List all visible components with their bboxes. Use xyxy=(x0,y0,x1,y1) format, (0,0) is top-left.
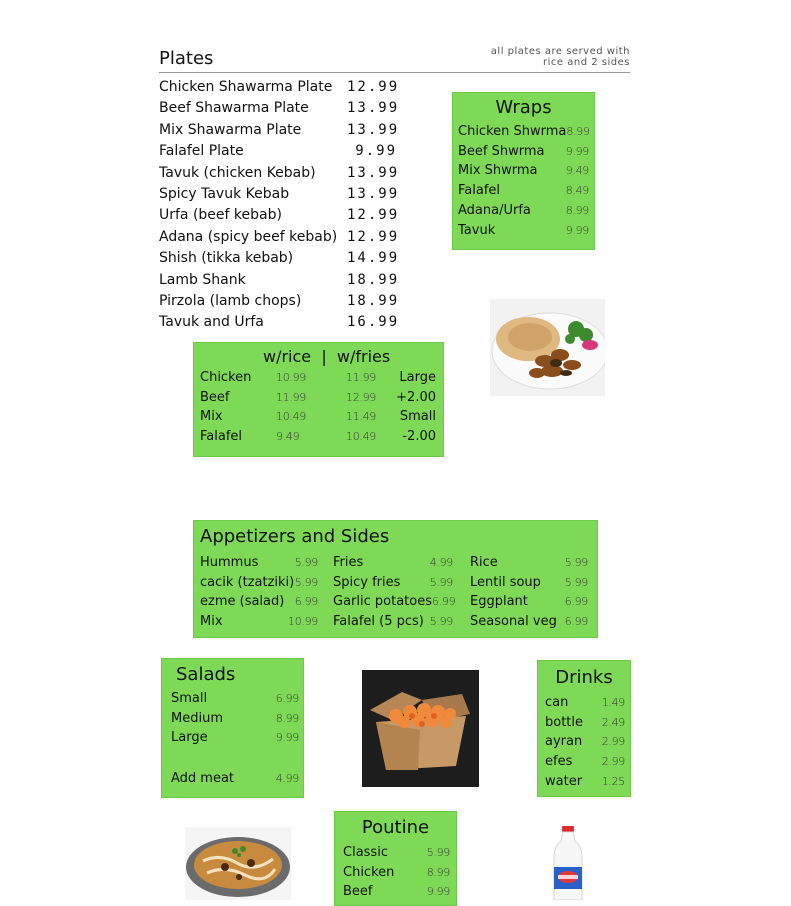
wrap-item-name: Adana/Urfa xyxy=(458,202,531,218)
plate-price: 18.99 xyxy=(347,271,400,288)
appetizers-col1 xyxy=(200,553,318,632)
drinks-list xyxy=(545,693,625,792)
wrap-item xyxy=(458,201,589,221)
poutine-item-name: Classic xyxy=(343,845,388,860)
plate-price: 14.99 xyxy=(347,250,400,267)
add-meat-price: 4.99 xyxy=(275,772,299,785)
drink-item xyxy=(545,732,625,752)
rice-fries-header: w/rice | w/fries xyxy=(263,347,391,366)
wrap-item xyxy=(458,181,589,201)
size-modifier: Large xyxy=(399,370,436,385)
poutine-panel xyxy=(334,811,457,906)
drinks-title: Drinks xyxy=(555,667,613,688)
plate-name: Falafel Plate xyxy=(159,143,244,160)
side-item-price: 6.99 xyxy=(431,595,456,609)
fries-box-photo xyxy=(362,670,479,787)
drink-item-price: 2.99 xyxy=(601,735,625,749)
appetizers-col3 xyxy=(470,553,588,632)
side-item-price: 5.99 xyxy=(429,615,453,629)
poutine-item-price: 9.99 xyxy=(426,885,450,899)
side-item-name: Rice xyxy=(470,555,498,570)
plate-name: Chicken Shawarma Plate xyxy=(159,79,333,95)
plate-price: 12.99 xyxy=(347,228,400,245)
side-item-price: 6.99 xyxy=(564,615,588,629)
drink-item-name: water xyxy=(545,773,583,789)
fries-box-image xyxy=(362,670,479,787)
side-item xyxy=(470,573,588,593)
poutine-title: Poutine xyxy=(361,817,430,838)
plate-name: Pirzola (lamb chops) xyxy=(159,293,302,310)
poutine-plate-photo xyxy=(185,827,291,900)
plate-price: 13.99 xyxy=(347,164,400,181)
salads-title: Salads xyxy=(176,664,236,685)
wrap-item-price: 8.49 xyxy=(565,184,589,198)
drink-item-name: can xyxy=(545,695,569,710)
drink-item-price: 2.99 xyxy=(601,755,625,769)
side-item-name: Seasonal veg xyxy=(470,614,557,630)
drink-item-name: ayran xyxy=(545,734,583,750)
side-item xyxy=(333,592,456,612)
plates-divider xyxy=(159,72,630,73)
size-modifier: +2.00 xyxy=(396,389,436,405)
size-modifier: -2.00 xyxy=(402,429,436,445)
drinks-panel xyxy=(537,660,631,797)
salad-item-name: Medium xyxy=(171,710,223,726)
poutine-item xyxy=(343,882,450,902)
wrap-item xyxy=(458,142,589,162)
ayran-bottle-photo xyxy=(548,825,588,900)
plate-name: Tavuk (chicken Kebab) xyxy=(159,164,316,181)
fries-price: 11.49 xyxy=(346,410,376,424)
salad-item-price: 6.99 xyxy=(275,692,299,705)
size-modifier: Small xyxy=(399,409,436,425)
drink-item xyxy=(545,772,625,792)
appetizer-item-price: 6.99 xyxy=(294,595,318,609)
plate-price: 18.99 xyxy=(347,293,400,310)
plate-row xyxy=(159,120,400,141)
appetizers-col2 xyxy=(333,553,456,632)
drink-item-price: 1.25 xyxy=(601,774,625,788)
appetizers-title: Appetizers and Sides xyxy=(200,526,390,547)
wrap-item xyxy=(458,161,589,181)
salad-item-price: 9.99 xyxy=(275,731,299,745)
drink-item xyxy=(545,693,625,713)
rice-fries-row xyxy=(200,388,436,408)
appetizer-item xyxy=(200,573,318,593)
rice-price: 10.99 xyxy=(276,371,306,384)
poutine-list xyxy=(343,843,450,902)
salad-item xyxy=(171,709,299,729)
plate-row xyxy=(159,98,400,119)
wrap-item-price: 9.99 xyxy=(565,223,589,237)
plate-price: 12.99 xyxy=(347,79,400,95)
plate-name: Urfa (beef kebab) xyxy=(159,207,282,224)
poutine-item-price: 8.99 xyxy=(426,865,450,879)
wrap-item-price: 8.99 xyxy=(566,125,590,138)
plate-row xyxy=(159,312,400,333)
appetizer-item-name: Hummus xyxy=(200,555,259,570)
drink-item-price: 1.49 xyxy=(601,696,625,709)
appetizer-item-price: 10.99 xyxy=(288,615,318,629)
side-item xyxy=(333,553,453,573)
appetizer-item xyxy=(200,553,318,573)
side-item-price: 5.99 xyxy=(564,575,588,589)
plate-name: Beef Shawarma Plate xyxy=(159,100,309,117)
drink-item-name: bottle xyxy=(545,714,584,730)
plate-price: 16.99 xyxy=(347,314,400,331)
plate-row xyxy=(159,270,400,291)
plate-price: 13.99 xyxy=(347,186,400,203)
shawarma-plate-image xyxy=(490,299,605,396)
plate-name: Lamb Shank xyxy=(159,271,246,288)
rice-fries-name: Falafel xyxy=(200,429,243,445)
side-item-name: Spicy fries xyxy=(333,574,401,590)
wrap-item-price: 9.49 xyxy=(565,164,589,178)
plates-note-line1: all plates are served with xyxy=(490,46,630,57)
side-item-price: 6.99 xyxy=(564,595,588,609)
appetizer-item xyxy=(200,592,318,612)
plate-row xyxy=(159,184,400,205)
poutine-item-name: Beef xyxy=(343,884,373,900)
plate-price: 13.99 xyxy=(347,100,400,117)
plate-row xyxy=(159,248,400,269)
plate-name: Spicy Tavuk Kebab xyxy=(159,186,290,203)
poutine-item xyxy=(343,863,450,883)
poutine-item-name: Chicken xyxy=(343,864,395,880)
side-item xyxy=(333,573,453,593)
wrap-item-name: Tavuk xyxy=(458,222,496,238)
rice-fries-name: Beef xyxy=(200,389,230,405)
side-item-price: 5.99 xyxy=(564,556,588,569)
plate-row xyxy=(159,205,400,226)
appetizer-item-name: ezme (salad) xyxy=(200,594,285,610)
wraps-list xyxy=(458,122,589,240)
plates-note xyxy=(491,46,630,68)
rice-fries-list xyxy=(200,368,436,447)
plate-row xyxy=(159,291,400,312)
appetizer-item-name: Mix xyxy=(200,614,223,630)
appetizer-item-price: 5.99 xyxy=(294,556,318,569)
rice-price: 10.49 xyxy=(276,410,306,424)
side-item-name: Lentil soup xyxy=(470,574,541,590)
salad-item-name: Large xyxy=(171,730,208,746)
drink-item-name: efes xyxy=(545,754,573,770)
side-item-name: Falafel (5 pcs) xyxy=(333,614,424,630)
poutine-item xyxy=(343,843,450,863)
appetizer-item-price: 5.99 xyxy=(294,575,318,589)
wraps-title: Wraps xyxy=(495,97,552,118)
salads-panel xyxy=(161,658,304,798)
fries-price: 11.99 xyxy=(346,371,376,384)
side-item-name: Fries xyxy=(333,555,364,570)
side-item xyxy=(333,612,453,632)
side-item-price: 4.99 xyxy=(429,556,453,569)
plates-note-line2: rice and 2 sides xyxy=(543,57,630,68)
plate-name: Tavuk and Urfa xyxy=(159,314,264,331)
poutine-item-price: 5.99 xyxy=(426,846,450,859)
appetizer-item-name: cacik (tzatziki) xyxy=(200,574,295,590)
poutine-plate-image xyxy=(185,827,291,900)
appetizers-panel xyxy=(193,520,598,638)
rice-price: 9.49 xyxy=(276,430,300,444)
wrap-item-name: Chicken Shwrma xyxy=(458,124,567,139)
plate-price: 9.99 xyxy=(355,143,397,160)
shawarma-plate-photo xyxy=(490,299,605,396)
plates-list xyxy=(159,77,400,334)
rice-fries-row xyxy=(200,427,436,447)
wrap-item-name: Mix Shwrma xyxy=(458,163,538,179)
plate-row xyxy=(159,163,400,184)
plate-price: 12.99 xyxy=(347,207,400,224)
side-item-name: Garlic potatoes xyxy=(333,594,432,610)
drink-item xyxy=(545,713,625,733)
add-meat-row xyxy=(171,769,299,789)
fries-price: 10.49 xyxy=(346,430,376,444)
wraps-panel xyxy=(452,92,595,250)
side-item-name: Eggplant xyxy=(470,594,528,610)
drink-item xyxy=(545,752,625,772)
plate-row xyxy=(159,77,400,98)
plate-name: Shish (tikka kebab) xyxy=(159,250,294,267)
side-item xyxy=(470,592,588,612)
wrap-item-price: 9.99 xyxy=(565,144,589,158)
fries-price: 12.99 xyxy=(346,390,376,404)
rice-fries-row xyxy=(200,407,436,427)
plates-title: Plates xyxy=(159,48,214,69)
wrap-item-name: Falafel xyxy=(458,183,501,199)
add-meat-label: Add meat xyxy=(171,771,235,786)
rice-fries-name: Chicken xyxy=(200,370,252,385)
rice-price: 11.99 xyxy=(276,390,306,404)
plate-row xyxy=(159,227,400,248)
side-item xyxy=(470,612,588,632)
rice-fries-row xyxy=(200,368,436,388)
drink-item-price: 2.49 xyxy=(601,715,625,729)
ayran-bottle-image xyxy=(548,825,588,900)
wrap-item xyxy=(458,122,589,142)
appetizer-item xyxy=(200,612,318,632)
wrap-item xyxy=(458,221,589,241)
salads-list xyxy=(171,689,299,748)
salad-item xyxy=(171,689,299,709)
plate-price: 13.99 xyxy=(347,121,400,138)
salad-item-price: 8.99 xyxy=(275,711,299,725)
wrap-item-price: 8.99 xyxy=(565,203,589,217)
salad-item-name: Small xyxy=(171,691,208,706)
side-item xyxy=(470,553,588,573)
plate-row xyxy=(159,141,397,162)
side-item-price: 5.99 xyxy=(429,575,453,589)
plate-name: Mix Shawarma Plate xyxy=(159,121,302,138)
rice-fries-panel xyxy=(193,342,444,457)
wrap-item-name: Beef Shwrma xyxy=(458,143,545,159)
rice-fries-name: Mix xyxy=(200,409,223,425)
plate-name: Adana (spicy beef kebab) xyxy=(159,228,338,245)
salad-item xyxy=(171,728,299,748)
